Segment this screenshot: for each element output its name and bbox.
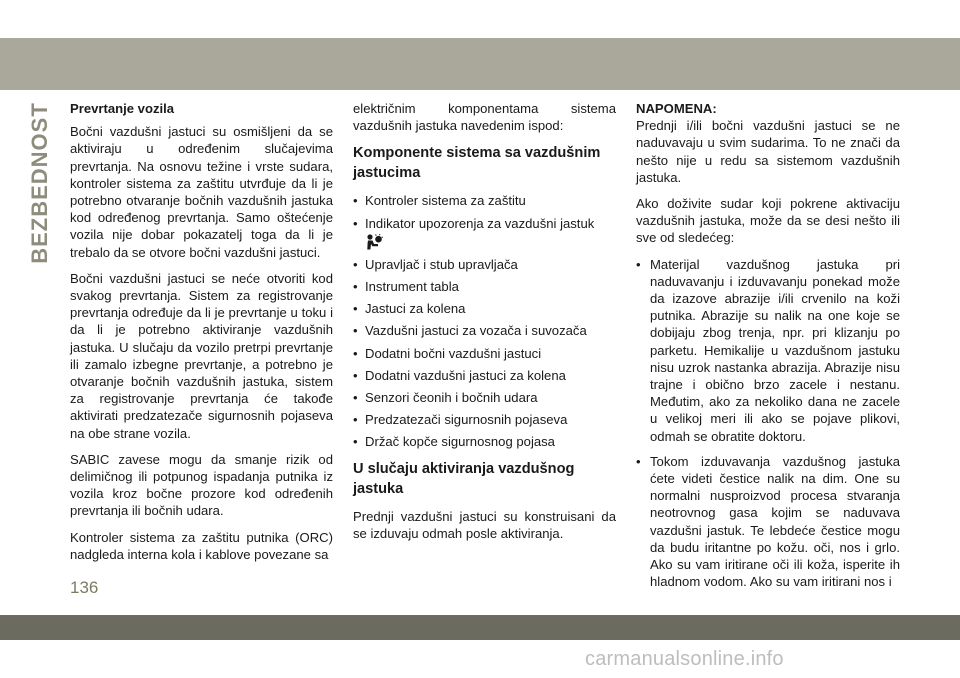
rollover-heading: Prevrtanje vozila bbox=[70, 101, 175, 116]
list-item: • Tokom izduvavanja vazdušnog jastuka ćete videti čestice nalik na dim. One su normalni nusproizvod procesa stvaranja neotrovnog gasa kojim se naduvava vazdušni jastuk. Te lebdeće čestice mogu da budu iritantne po kožu. oči, nos i grlo. Ako su vam iritirane oči ili koža, isperite ih hladnom vodom. Ako su vam iritirani nos i bbox=[636, 453, 900, 591]
list-item: • Vazdušni jastuci za vozača i suvozača bbox=[353, 322, 616, 339]
list-item: • Materijal vazdušnog jastuka pri naduvavanju i izduvavanju ponekad može da izazove abrazije i/ili crvenilo na koži putnika. Abrazije su nalik na one koje se dobijaju zbog trenja, npr. pri klizanju po parketu. Hemikalije u vazdušnom jastuku nisu uzrok nastanka abrazija. Abrazije nisu trajne i obično brzo zacele i nestanu. Međutim, ako za nekoliko dana ne zacele u velikoj meri ili ako se pojave plikovi, odmah se obratite doktoru. bbox=[636, 256, 900, 445]
list-item: • Dodatni vazdušni jastuci za kolena bbox=[353, 367, 616, 384]
airbag-warning-icon bbox=[365, 234, 383, 251]
effects-list bbox=[636, 256, 900, 591]
footer-bar bbox=[0, 615, 960, 640]
paragraph: SABIC zavese mogu da smanje rizik od delimičnog ili potpunog ispadanja putnika iz vozila kroz bočne prozore kod određenih prevrtanja ili bočnih udara. bbox=[70, 451, 333, 519]
paragraph: Kontroler sistema za zaštitu putnika (ORC) nadgleda interna kola i kablove povezane sa bbox=[70, 529, 333, 562]
list-item: • Kontroler sistema za zaštitu bbox=[353, 192, 616, 209]
list-item: • Instrument tabla bbox=[353, 278, 616, 295]
paragraph: električnim komponentama sistema vazdušnih jastuka navedenim ispod: bbox=[353, 101, 616, 134]
deployment-heading: U slučaju aktiviranja vazdušnog jastuka bbox=[353, 460, 575, 497]
list-item: • Predzatezači sigurnosnih pojaseva bbox=[353, 411, 616, 428]
paragraph: Prednji vazdušni jastuci su konstruisani da se izduvaju odmah posle aktiviranja. bbox=[353, 508, 616, 541]
components-list bbox=[353, 192, 616, 450]
list-item: • Senzori čeonih i bočnih udara bbox=[353, 389, 616, 406]
header-band bbox=[0, 0, 960, 94]
page-number: 136 bbox=[70, 578, 99, 597]
note-heading: NAPOMENA: bbox=[636, 101, 717, 116]
list-item: • Indikator upozorenja za vazdušni jastuk bbox=[353, 215, 616, 251]
column-3 bbox=[636, 100, 900, 598]
column-2 bbox=[353, 100, 616, 551]
list-item: • Upravljač i stub upravljača bbox=[353, 256, 616, 273]
note-text: Prednji i/ili bočni vazdušni jastuci se ne naduvavaju u svim sudarima. To ne znači da nešto nije u redu sa sistemom vazdušnih jastuka. bbox=[636, 118, 900, 185]
watermark: carmanualsonline.info bbox=[585, 648, 784, 670]
paragraph: Ako doživite sudar koji pokrene aktivaciju vazdušnih jastuka, može da se desi nešto ili sve od sledećeg: bbox=[636, 196, 900, 246]
paragraph: Bočni vazdušni jastuci su osmišljeni da se aktiviraju u određenim slučajevima prevrtanja. Na osnovu težine i vrste sudara, kontroler sistema za zaštitu utvrđuje da li je potrebno otvaranje bočnih vazdušnih jastuka kod određenog prevrtanja. Samo oštećenje vozila nije dobar pokazatelj toga da li je trebalo da se otvore bočni vazdušni jastuci. bbox=[70, 124, 333, 260]
list-item: • Držač kopče sigurnosnog pojasa bbox=[353, 433, 616, 450]
paragraph: Bočni vazdušni jastuci se neće otvoriti kod svakog prevrtanja. Sistem za registrovanje prevrtanja određuje da li je prevrtanje u toku i da li je potrebno aktiviranje vazdušnih jastuka. U slučaju da vozilo pretrpi prevrtanje ili zamalo izbegne prevrtanje, a potrebno je otvaranje bočnih vazdušnih jastuka, sistem za registrovanje prevrtanja će takođe aktivirati predzatezače sigurnosnih pojaseva na obe strane vozila. bbox=[70, 270, 333, 441]
components-heading: Komponente sistema sa vazdušnim jastucima bbox=[353, 145, 601, 182]
section-label: BEZBEDNOST bbox=[27, 102, 52, 264]
column-1 bbox=[70, 100, 333, 572]
list-item: • Jastuci za kolena bbox=[353, 300, 616, 317]
header-bar bbox=[0, 38, 960, 90]
list-item: • Dodatni bočni vazdušni jastuci bbox=[353, 345, 616, 362]
